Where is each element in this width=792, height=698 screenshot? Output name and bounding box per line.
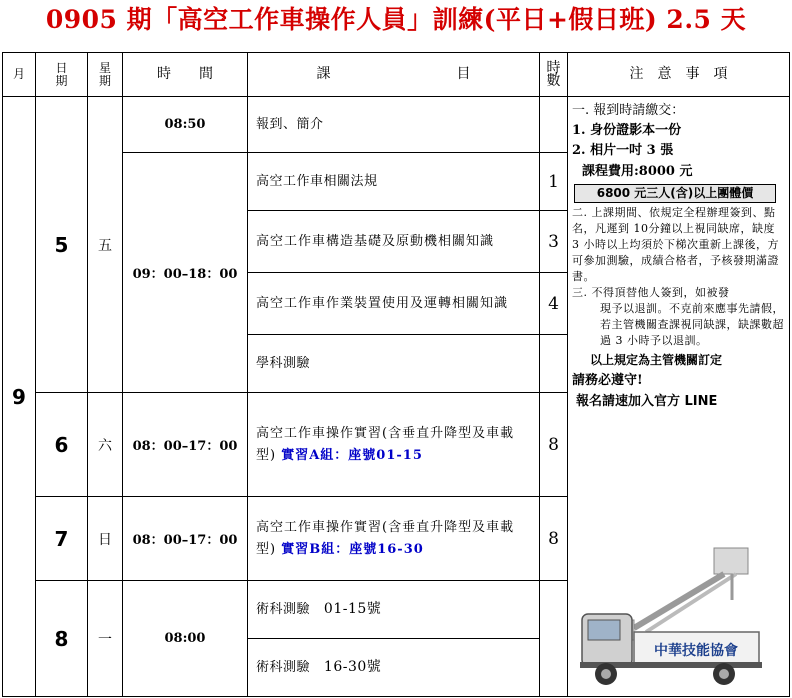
note-1b: 2. 相片一吋 3 張 <box>572 143 674 158</box>
weekday-cell: 六 <box>88 393 123 497</box>
header-notes: 注 意 事 項 <box>568 53 790 97</box>
course-text: 高空工作車操作實習(含垂直升降型及車載型) <box>256 519 515 557</box>
course-cell: 高空工作車相關法規 <box>248 153 540 211</box>
hours-cell <box>540 581 568 697</box>
note-1: 一. 報到時請繳交： <box>572 103 685 118</box>
line-signup: 報名請速加入官方 LINE <box>576 394 718 409</box>
course-cell: 報到、簡介 <box>248 97 540 153</box>
hours-cell <box>540 97 568 153</box>
course-cell <box>248 639 540 697</box>
weekday-cell: 五 <box>88 97 123 393</box>
header-month: 月 <box>3 53 36 97</box>
header-course: 課 目 <box>248 53 540 97</box>
notes-panel <box>568 97 790 697</box>
seat-range: 16-30號 <box>323 659 382 675</box>
time-cell: 08:00 <box>123 581 248 697</box>
time-cell: 08：00–17：00 <box>123 497 248 581</box>
group-price-box: 6800 元三人(含)以上團體價 <box>574 184 776 203</box>
time-cell: 08:50 <box>123 97 248 153</box>
course-text: 術科測驗 <box>256 660 311 675</box>
course-fee: 課程費用:8000 元 <box>582 164 693 179</box>
note-2: 二. 上課期間、依規定全程辦理簽到、點名，凡遲到 10分鐘以上視同缺席，缺度 3 小時以上均須於下梯次重新上課後，方可參加測驗，成績合格者，予核發期滿證書。 <box>572 206 779 283</box>
note-3b: 現予以退訓。不克前來應事先請假，若主管機關查課視同缺課，缺課數超過 3 小時予以退訓。 <box>600 302 784 347</box>
group-label: 實習A組：座號01-15 <box>281 447 423 463</box>
header-row <box>3 53 790 97</box>
weekday-cell: 日 <box>88 497 123 581</box>
note-1a: 1. 身份證影本一份 <box>572 123 682 138</box>
date-cell: 8 <box>36 581 88 697</box>
header-date: 日期 <box>36 53 88 97</box>
course-text: 術科測驗 <box>256 602 311 617</box>
page-title: 0905 期「高空工作車操作人員」訓練(平日+假日班) 2.5 天 <box>45 5 747 34</box>
course-cell <box>248 393 540 497</box>
time-cell: 09：00–18：00 <box>123 153 248 393</box>
course-cell <box>248 581 540 639</box>
header-time: 時 間 <box>123 53 248 97</box>
time-cell: 08：00–17：00 <box>123 393 248 497</box>
course-cell: 學科測驗 <box>248 335 540 393</box>
course-cell <box>248 497 540 581</box>
date-cell: 5 <box>36 97 88 393</box>
schedule-table <box>2 52 790 697</box>
group-label: 實習B組：座號16-30 <box>281 541 424 557</box>
note-3a: 三. 不得頂替他人簽到，如被發 <box>572 286 730 299</box>
course-cell: 高空工作車構造基礎及原動機相關知識 <box>248 211 540 273</box>
header-weekday: 星期 <box>88 53 123 97</box>
course-cell: 高空工作車作業裝置使用及運轉相關知識 <box>248 273 540 335</box>
month-cell: 9 <box>3 97 36 697</box>
hours-cell: 8 <box>540 497 568 581</box>
hours-cell: 4 <box>540 273 568 335</box>
must-comply: 請務必遵守! <box>572 373 643 388</box>
seat-range: 01-15號 <box>323 601 382 617</box>
hours-cell: 8 <box>540 393 568 497</box>
table-row <box>3 97 790 153</box>
date-cell: 7 <box>36 497 88 581</box>
header-hours: 時數 <box>540 53 568 97</box>
hours-cell: 1 <box>540 153 568 211</box>
rule-note: 以上規定為主管機關訂定 <box>590 353 723 367</box>
weekday-cell: 一 <box>88 581 123 697</box>
logo-text: 中華技能協會 <box>654 643 738 659</box>
course-text: 高空工作車操作實習(含垂直升降型及車載型) <box>256 425 515 463</box>
hours-cell: 3 <box>540 211 568 273</box>
truck-logo-image <box>574 540 774 690</box>
hours-cell <box>540 335 568 393</box>
date-cell: 6 <box>36 393 88 497</box>
